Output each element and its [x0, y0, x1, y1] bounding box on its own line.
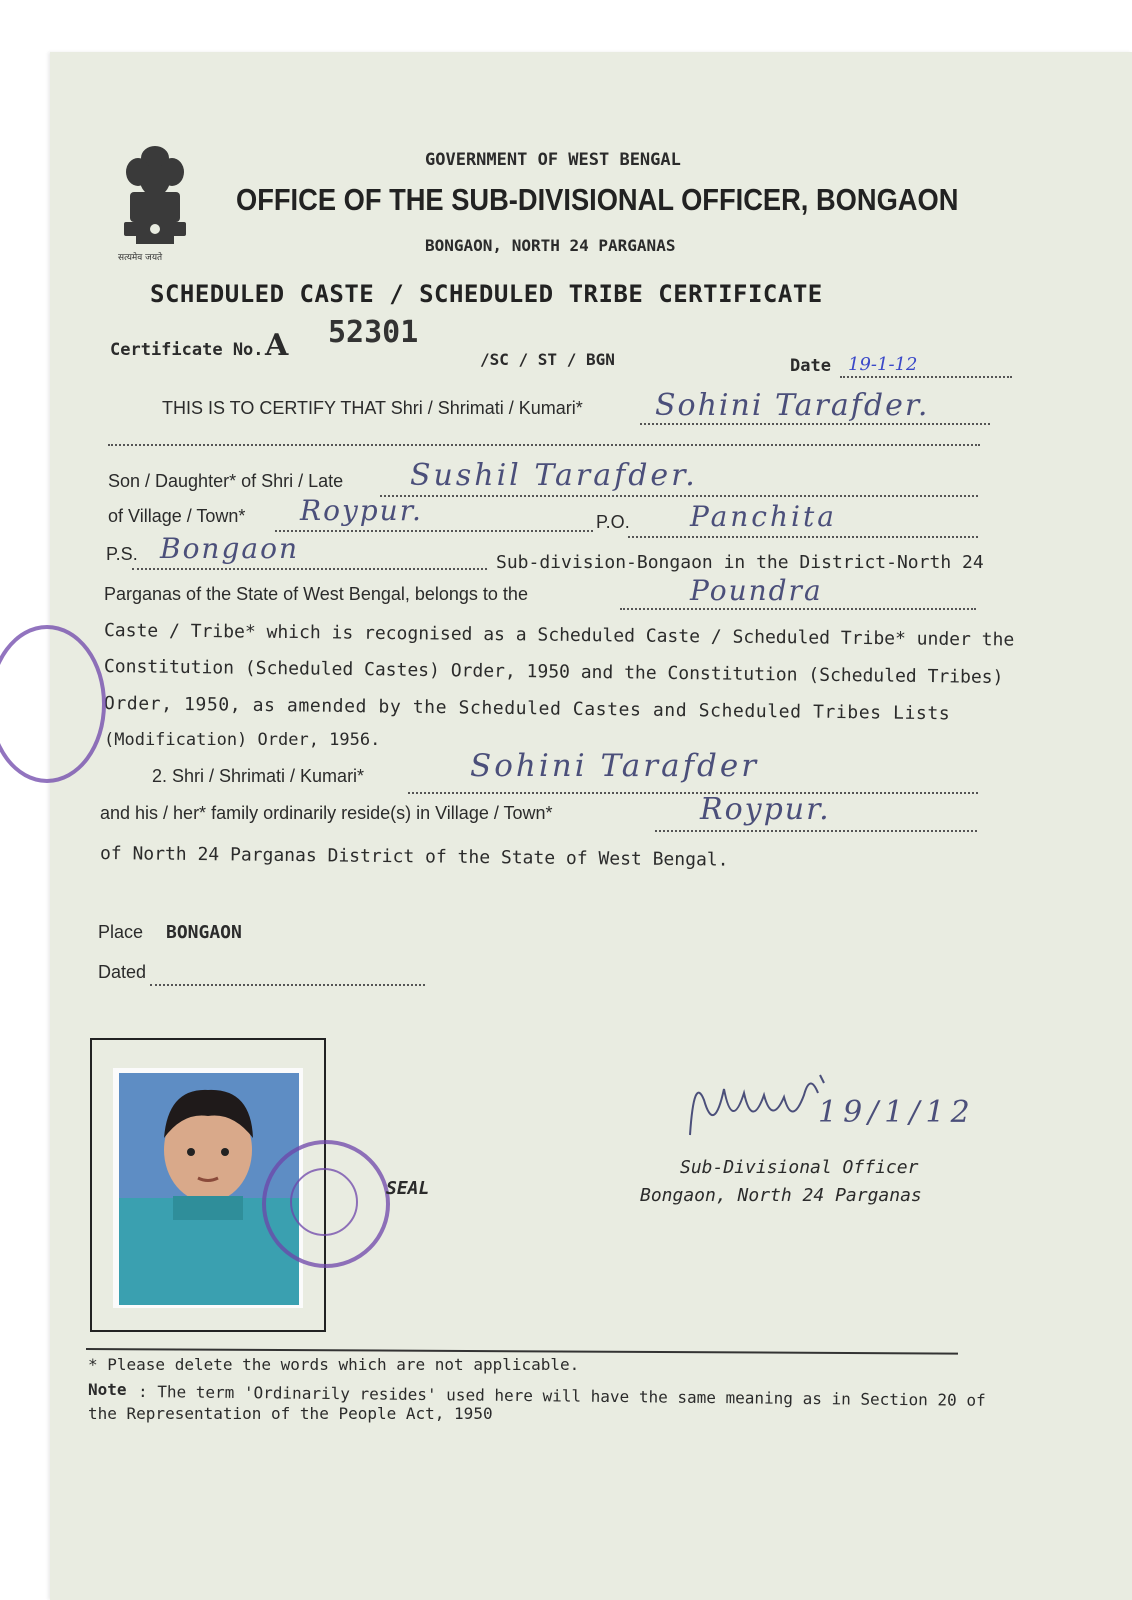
- note-text: : The term 'Ordinarily resides' used here will have the same meaning as in Section 20 of: [137, 1382, 986, 1410]
- father-name: Sushil Tarafder.: [410, 458, 698, 493]
- reside-label: and his / her* family ordinarily reside(s) in Village / Town*: [100, 803, 553, 823]
- footnote: * Please delete the words which are not applicable.: [88, 1355, 580, 1374]
- parganas-text: Parganas of the State of West Bengal, belongs to the: [104, 584, 528, 604]
- caste-dotted-line: [620, 608, 976, 610]
- certificate-series: A: [265, 328, 289, 363]
- para2-dotted-line: [408, 792, 978, 794]
- reside-village: Roypur.: [700, 792, 831, 827]
- note-label: Note: [88, 1380, 127, 1399]
- place-label: Place: [98, 922, 144, 942]
- office-heading: OFFICE OF THE SUB-DIVISIONAL OFFICER, BONGAON: [236, 182, 959, 217]
- ps-label: P.S.: [106, 544, 138, 564]
- para2-name: Sohini Tarafder: [470, 748, 760, 784]
- father-dotted-line: [380, 495, 978, 497]
- date-dotted-line: [840, 376, 1012, 378]
- date-value: 19-1-12: [848, 354, 918, 375]
- village-dotted-line: [275, 530, 593, 532]
- certify-text: THIS IS TO CERTIFY THAT Shri / Shrimati / Kumari*: [162, 398, 583, 418]
- certificate-title: SCHEDULED CASTE / SCHEDULED TRIBE CERTIFICATE: [150, 280, 823, 308]
- post-office: Panchita: [690, 500, 837, 533]
- emblem-motto: सत्यमेव जयते: [118, 253, 163, 263]
- holder-name: Sohini Tarafder.: [655, 388, 930, 423]
- village-label: of Village / Town*: [108, 506, 246, 526]
- government-heading: GOVERNMENT OF WEST BENGAL: [425, 150, 681, 170]
- certificate-no-label: Certificate No.: [110, 340, 264, 360]
- constitution-line: Constitution (Scheduled Castes) Order, 1950 and the Constitution (Scheduled Tribes): [103, 656, 1004, 688]
- certificate-number: 52301: [328, 315, 419, 350]
- seal-stamp-inner: [290, 1168, 358, 1236]
- signatory-title: Sub-Divisional Officer: [680, 1157, 919, 1178]
- signature-date: 19/1/12: [818, 1095, 976, 1130]
- caste-recognition-line: Caste / Tribe* which is recognised as a Scheduled Caste / Scheduled Tribe* under the: [103, 620, 1015, 651]
- village-name: Roypur.: [300, 494, 423, 527]
- subdivision-text: Sub-division-Bongaon in the District-North 24: [496, 552, 984, 573]
- note-text-continued: the Representation of the People Act, 1950: [88, 1404, 493, 1423]
- po-label: P.O.: [596, 512, 630, 532]
- modification-line: (Modification) Order, 1956.: [104, 730, 381, 750]
- ps-dotted-line: [132, 568, 487, 570]
- place-value: BONGAON: [166, 922, 242, 943]
- dated-label: Dated: [98, 962, 147, 982]
- police-station: Bongaon: [160, 532, 299, 565]
- name-dotted-line: [640, 423, 990, 425]
- reside-dotted-line: [655, 830, 977, 832]
- seal-label: SEAL: [386, 1178, 430, 1199]
- signatory-place: Bongaon, North 24 Parganas: [640, 1185, 922, 1206]
- certificate-code: /SC / ST / BGN: [480, 350, 615, 369]
- dated-dotted-line: [150, 984, 425, 986]
- date-label: Date: [790, 356, 831, 376]
- caste-name: Poundra: [690, 574, 823, 607]
- district-line: of North 24 Parganas District of the State of West Bengal.: [99, 843, 729, 871]
- son-daughter-label: Son / Daughter* of Shri / Late: [108, 471, 344, 491]
- office-address: BONGAON, NORTH 24 PARGANAS: [425, 236, 676, 255]
- order-line: Order, 1950, as amended by the Scheduled Castes and Scheduled Tribes Lists: [103, 693, 951, 725]
- blank-dotted-line: [108, 444, 980, 446]
- para2-label: 2. Shri / Shrimati / Kumari*: [152, 766, 365, 786]
- po-dotted-line: [628, 536, 978, 538]
